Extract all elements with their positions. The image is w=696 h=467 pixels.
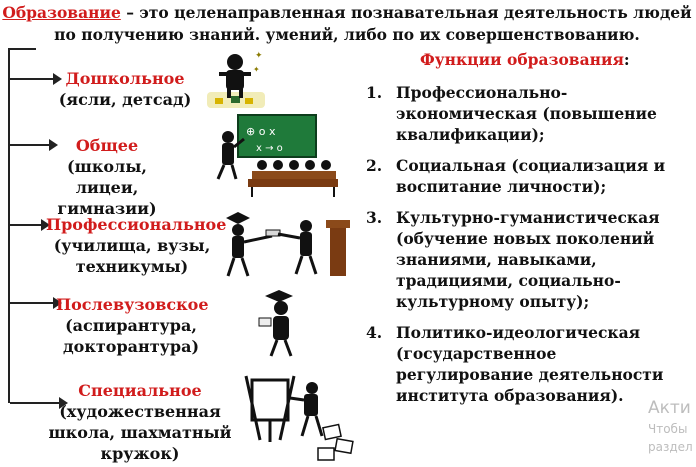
function-number: 2. [366, 156, 383, 175]
function-number: 3. [366, 208, 383, 227]
level-name: Специальное [78, 381, 202, 400]
function-item [366, 155, 694, 197]
level-professional [46, 214, 227, 277]
activation-watermark-line2: Чтобы [648, 422, 688, 436]
function-text: Профессионально-экономическая (повышение квалификации); [396, 83, 657, 144]
activation-watermark-title: Акти [648, 398, 691, 418]
tree-connector-top [8, 48, 36, 50]
function-item [366, 207, 694, 312]
level-name: Дошкольное [65, 69, 185, 88]
functions-list [366, 82, 694, 406]
svg-text:✦: ✦ [255, 51, 263, 61]
level-preschool [50, 68, 200, 110]
functions-title [420, 50, 630, 69]
level-name: Общее [75, 136, 139, 155]
svg-text:✦: ✦ [253, 65, 260, 74]
definition-header [2, 2, 692, 46]
function-text: Социальная (социализация и воспитание личности); [396, 156, 666, 196]
functions-title-text: Функции образования [420, 50, 624, 69]
definition-dash: – [120, 3, 140, 22]
definition-text: это целенаправленная познавательная деятельность людей по получению знаний. умений, либо по их совершенствованию. [54, 3, 692, 44]
level-postgraduate [56, 294, 209, 357]
preschool-illustration [205, 48, 269, 112]
arrow-level-4 [10, 302, 60, 304]
arrow-level-3 [10, 224, 48, 226]
graduation-illustration [222, 210, 354, 280]
function-text: Культурно-гуманистическая (обучение новых поколений знаниями, навыками, традициями, социально-культурному опыту); [396, 208, 660, 311]
level-desc: (художественная школа, шахматный кружок) [48, 402, 232, 463]
svg-text:x → o: x → o [256, 143, 283, 154]
definition-term: Образование [2, 3, 121, 22]
level-desc: (ясли, детсад) [58, 90, 192, 109]
level-desc: (школы, лицеи, гимназии) [57, 157, 157, 218]
function-number: 4. [366, 323, 383, 342]
art-chess-illustration [240, 370, 364, 466]
function-number: 1. [366, 83, 383, 102]
svg-text:⊕ o x: ⊕ o x [246, 125, 276, 138]
level-desc: (аспирантура, докторантура) [62, 316, 200, 356]
function-text: Политико-идеологическая (государственное регулирование деятельности института образования). [396, 323, 664, 405]
scholar-illustration [255, 288, 307, 358]
functions-title-colon: : [623, 50, 630, 69]
classroom-illustration [208, 113, 340, 199]
level-general [36, 135, 178, 219]
level-name: Послевузовское [56, 295, 209, 314]
activation-watermark-line3: раздел [648, 440, 693, 454]
level-desc: (училища, вузы, техникумы) [53, 236, 211, 276]
function-item [366, 322, 694, 406]
level-name: Профессиональное [46, 215, 227, 234]
level-special [28, 380, 252, 464]
function-item [366, 82, 694, 145]
